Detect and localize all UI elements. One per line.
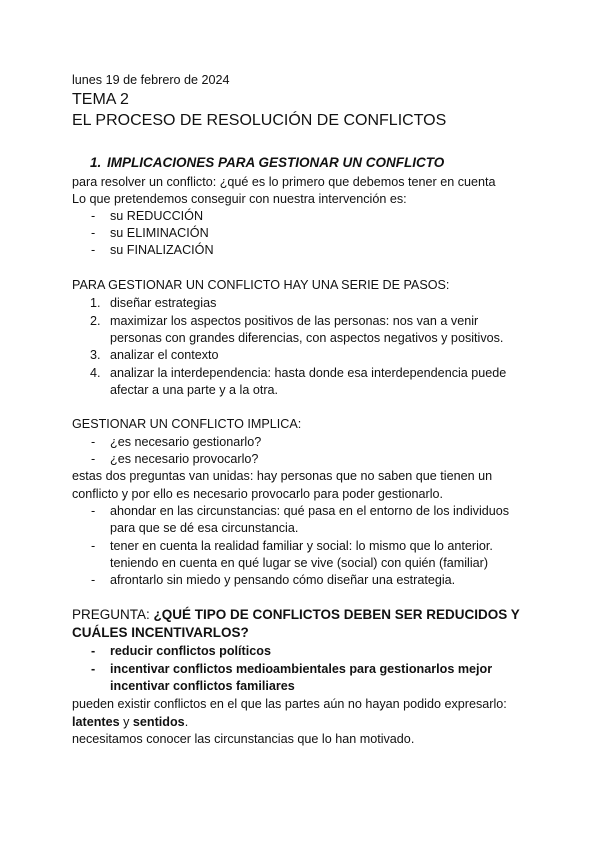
bullet-dash: -: [91, 226, 96, 240]
term-latentes: latentes: [72, 715, 120, 729]
list-item: analizar la interdependencia: hasta donde esa interdependencia puede: [110, 366, 507, 380]
question-text-continuation: CUÁLES INCENTIVARLOS?: [72, 625, 249, 640]
section-1-number: 1.: [90, 155, 102, 170]
section-1-heading: IMPLICACIONES PARA GESTIONAR UN CONFLICTO: [107, 155, 445, 170]
bullet-dash: -: [91, 452, 96, 466]
section-heading: GESTIONAR UN CONFLICTO IMPLICA:: [72, 417, 302, 431]
date: lunes 19 de febrero de 2024: [72, 73, 230, 87]
paragraph: para resolver un conflicto: ¿qué es lo primero que debemos tener en cuenta: [72, 175, 496, 189]
list-item: su ELIMINACIÓN: [110, 226, 209, 240]
question-line: [72, 606, 520, 623]
question-text: ¿QUÉ TIPO DE CONFLICTOS DEBEN SER REDUCIDOS Y: [153, 607, 520, 622]
paragraph: pueden existir conflictos en el que las partes aún no hayan podido expresarlo:: [72, 697, 507, 711]
list-item: tener en cuenta la realidad familiar y social: lo mismo que lo anterior.: [110, 539, 493, 553]
list-item-continuation: afectar a una parte y a la otra.: [110, 383, 279, 397]
list-item: ¿es necesario gestionarlo?: [110, 435, 262, 449]
bullet-dash: -: [91, 644, 96, 658]
bullet-dash: -: [91, 435, 96, 449]
paragraph: [72, 714, 188, 731]
list-number: 3.: [90, 348, 101, 362]
tema-label: TEMA 2: [72, 91, 129, 108]
list-item: ¿es necesario provocarlo?: [110, 452, 259, 466]
list-item-continuation: incentivar conflictos familiares: [110, 679, 295, 693]
bullet-dash: -: [91, 504, 96, 518]
period: .: [184, 715, 189, 729]
bullet-dash: -: [91, 573, 96, 587]
paragraph: necesitamos conocer las circunstancias que lo han motivado.: [72, 732, 415, 746]
list-item: incentivar conflictos medioambientales para gestionarlos mejor: [110, 662, 493, 676]
list-item: reducir conflictos políticos: [110, 644, 271, 658]
list-item: ahondar en las circunstancias: qué pasa en el entorno de los individuos: [110, 504, 510, 518]
list-item: analizar el contexto: [110, 348, 219, 362]
list-item-continuation: teniendo en cuenta en qué lugar se vive (social) con quién (familiar): [110, 556, 489, 570]
paragraph: estas dos preguntas van unidas: hay personas que no saben que tienen un: [72, 469, 493, 483]
bullet-dash: -: [91, 662, 96, 676]
document-title: EL PROCESO DE RESOLUCIÓN DE CONFLICTOS: [72, 112, 447, 129]
list-number: 4.: [90, 366, 101, 380]
question-prefix: PREGUNTA:: [72, 607, 154, 622]
list-item-continuation: para que se dé esa circunstancia.: [110, 521, 299, 535]
section-heading: PARA GESTIONAR UN CONFLICTO HAY UNA SERIE DE PASOS:: [72, 278, 450, 292]
bullet-dash: -: [91, 539, 96, 553]
bullet-dash: -: [91, 243, 96, 257]
list-item-continuation: personas con grandes diferencias, con aspectos negativos y positivos.: [110, 331, 504, 345]
bullet-dash: -: [91, 209, 96, 223]
conjunction: y: [119, 715, 133, 729]
list-number: 2.: [90, 314, 101, 328]
list-number: 1.: [90, 296, 101, 310]
list-item: su FINALIZACIÓN: [110, 243, 214, 257]
paragraph: Lo que pretendemos conseguir con nuestra intervención es:: [72, 192, 407, 206]
paragraph: conflicto y por ello es necesario provocarlo para poder gestionarlo.: [72, 487, 444, 501]
list-item: afrontarlo sin miedo y pensando cómo diseñar una estrategia.: [110, 573, 456, 587]
list-item: maximizar los aspectos positivos de las personas: nos van a venir: [110, 314, 479, 328]
term-sentidos: sentidos: [132, 715, 185, 729]
list-item: su REDUCCIÓN: [110, 209, 204, 223]
list-item: diseñar estrategias: [110, 296, 217, 310]
